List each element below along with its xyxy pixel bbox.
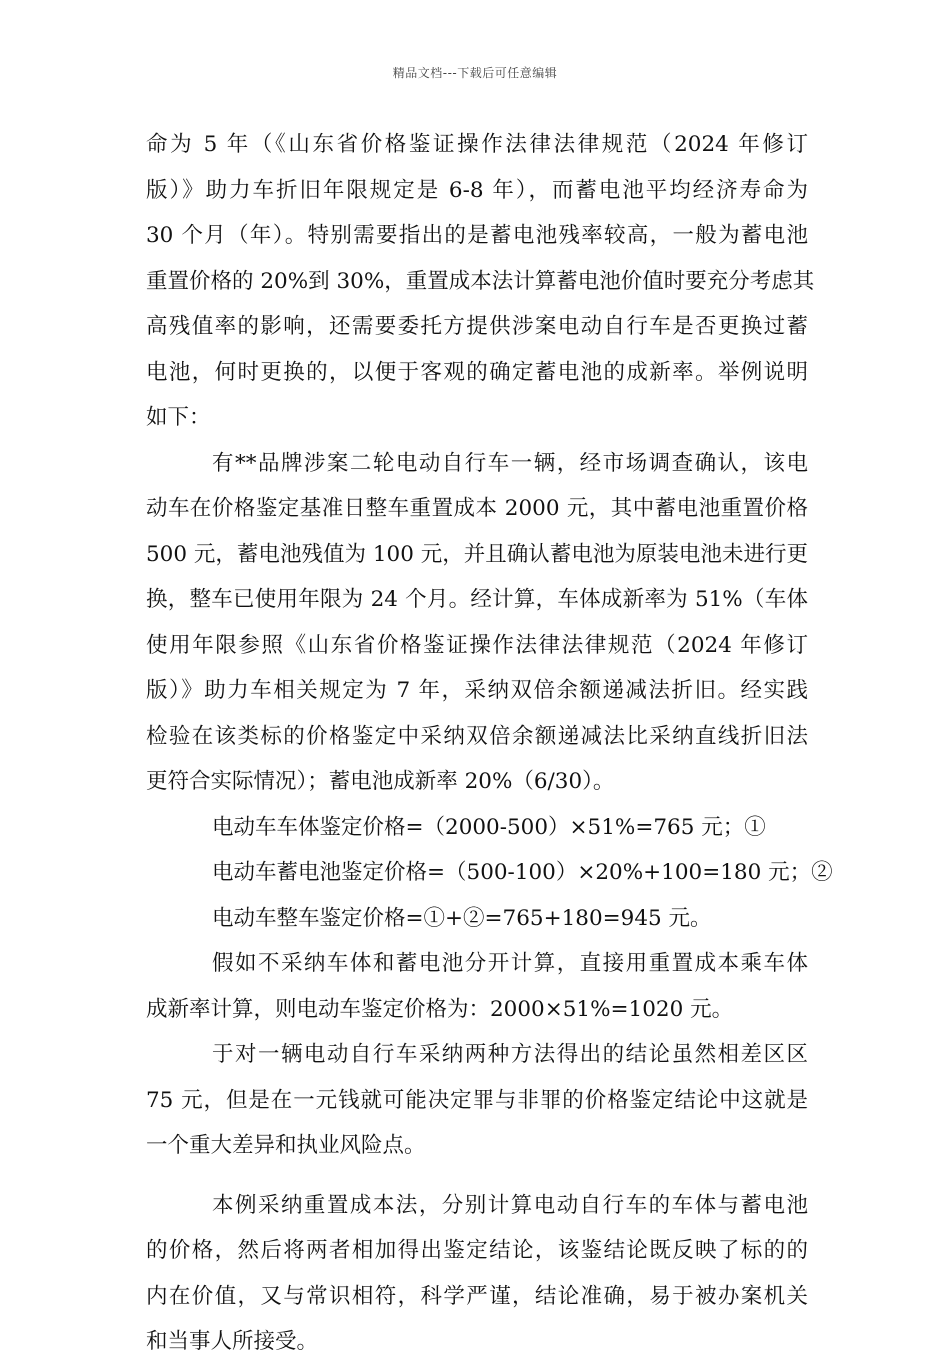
text-line: 一个重大差异和执业风险点。 bbox=[146, 1133, 426, 1158]
text-line: 更符合实际情况）；蓄电池成新率 20%（6/30）。 bbox=[146, 769, 615, 794]
text-line: 500 元，蓄电池残值为 100 元，并且确认蓄电池为原装电池未进行更 bbox=[146, 541, 808, 567]
paragraph bbox=[146, 1032, 808, 1169]
text-line: 命为 5 年（《山东省价格鉴证操作法律法律规范（2024 年修订 bbox=[146, 132, 808, 157]
text-line: 动车在价格鉴定基准日整车重置成本 2000 元，其中蓄电池重置价格 bbox=[146, 496, 808, 521]
paragraph bbox=[146, 441, 808, 805]
paragraph bbox=[146, 1183, 808, 1365]
paragraph bbox=[146, 941, 808, 1032]
text-line: 于对一辆电动自行车采纳两种方法得出的结论虽然相差区区 bbox=[212, 1042, 808, 1067]
paragraph-spacer bbox=[146, 1169, 808, 1183]
text-line: 如下： bbox=[146, 405, 211, 430]
text-line: 75 元，但是在一元钱就可能决定罪与非罪的价格鉴定结论中这就是 bbox=[146, 1087, 808, 1113]
text-line: 版）》助力车相关规定为 7 年，采纳双倍余额递减法折旧。经实践 bbox=[146, 678, 808, 703]
text-line: 30 个月（年）。特别需要指出的是蓄电池残率较高，一般为蓄电池 bbox=[146, 223, 808, 248]
text-line: 电动车蓄电池鉴定价格=（500-100）×20%+100=180 元；② bbox=[212, 860, 833, 885]
text-line: 换，整车已使用年限为 24 个月。经计算，车体成新率为 51%（车体 bbox=[146, 587, 808, 612]
text-line: 和当事人所接受。 bbox=[146, 1329, 319, 1354]
text-line: 高残值率的影响，还需要委托方提供涉案电动自行车是否更换过蓄 bbox=[146, 314, 808, 339]
text-line: 电池，何时更换的，以便于客观的确定蓄电池的成新率。举例说明 bbox=[146, 359, 808, 385]
formula-line bbox=[146, 896, 808, 942]
text-line: 的价格，然后将两者相加得出鉴定结论，该鉴结论既反映了标的的 bbox=[146, 1238, 808, 1263]
text-line: 内在价值，又与常识相符，科学严谨，结论准确，易于被办案机关 bbox=[146, 1283, 808, 1309]
paragraph bbox=[146, 122, 815, 441]
text-line: 使用年限参照《山东省价格鉴证操作法律法律规范（2024 年修订 bbox=[146, 632, 808, 658]
page-header: 精品文档---下载后可任意编辑 bbox=[392, 66, 558, 80]
text-line: 本例采纳重置成本法，分别计算电动自行车的车体与蓄电池 bbox=[212, 1192, 808, 1218]
text-line: 电动车车体鉴定价格=（2000-500）×51%=765 元；① bbox=[212, 814, 766, 840]
text-line: 成新率计算，则电动车鉴定价格为：2000×51%=1020 元。 bbox=[146, 996, 734, 1022]
text-line: 有**品牌涉案二轮电动自行车一辆，经市场调查确认，该电 bbox=[212, 450, 808, 476]
document-body bbox=[146, 122, 833, 1365]
text-line: 重置价格的 20%到 30%，重置成本法计算蓄电池价值时要充分考虑其 bbox=[146, 268, 815, 294]
formula-line bbox=[146, 805, 808, 851]
text-line: 版）》助力车折旧年限规定是 6-8 年），而蓄电池平均经济寿命为 bbox=[146, 177, 808, 203]
text-line: 电动车整车鉴定价格=①+②=765+180=945 元。 bbox=[212, 905, 712, 931]
text-line: 假如不采纳车体和蓄电池分开计算，直接用重置成本乘车体 bbox=[212, 951, 808, 976]
formula-line bbox=[146, 850, 833, 896]
text-line: 检验在该类标的价格鉴定中采纳双倍余额递减法比采纳直线折旧法 bbox=[146, 723, 808, 749]
